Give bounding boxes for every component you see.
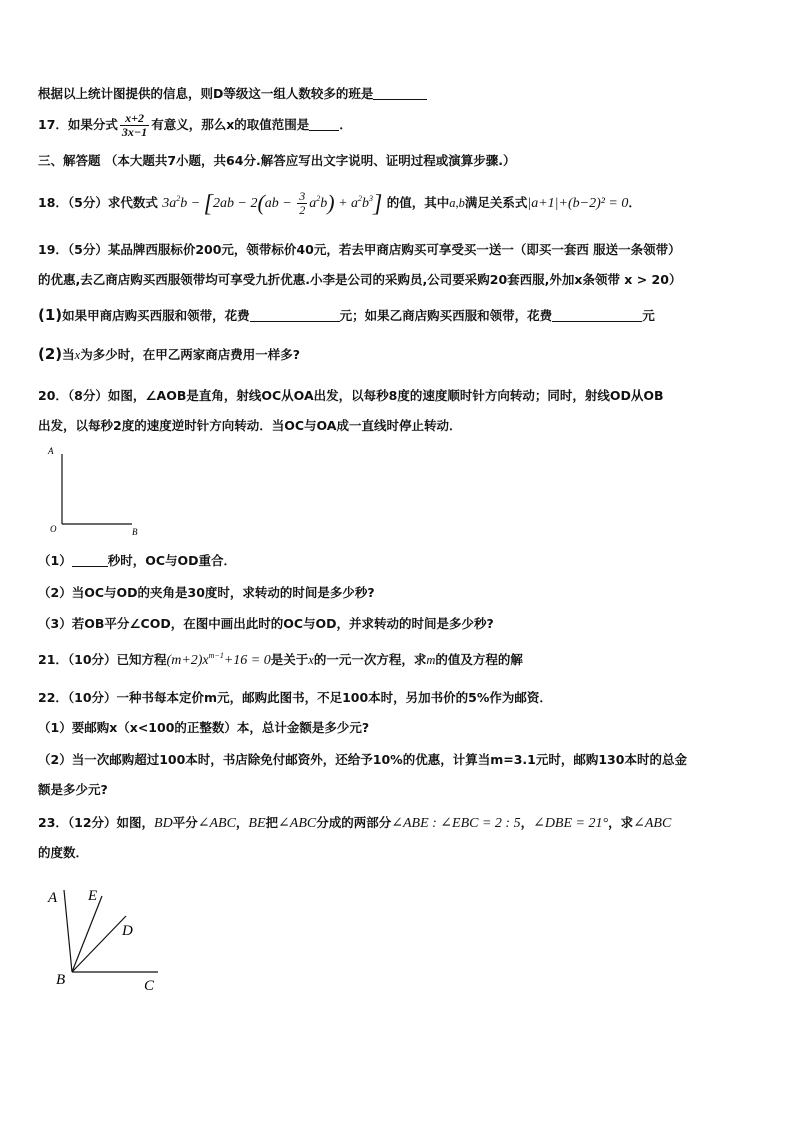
text: ， — [520, 815, 534, 830]
text: 元；如果乙商店购买西服和领带，花费 — [339, 308, 553, 323]
variable: m — [426, 653, 436, 667]
ray-bd — [72, 916, 126, 972]
question-19-part1 — [38, 306, 655, 324]
label-b: B — [132, 527, 138, 537]
math: ∠ABC — [633, 816, 672, 831]
label-a: A — [48, 890, 58, 906]
figure-angle-abc — [40, 880, 170, 995]
denominator: 3x−1 — [121, 125, 148, 139]
variable: x — [74, 348, 81, 362]
question-22-sub1: （1）要邮购x（x<100的正整数）本，总计金额是多少元? — [38, 720, 370, 735]
text: 把 — [265, 815, 279, 830]
variable: x — [308, 653, 314, 667]
math: BE — [248, 816, 266, 831]
text: （1） — [38, 553, 72, 568]
variables: a,b — [449, 196, 465, 210]
question-18 — [38, 190, 641, 218]
text: ． — [339, 117, 352, 132]
text: 的值及方程的解 — [435, 652, 523, 667]
text: 元 — [642, 308, 655, 323]
math: ∠ABC — [278, 816, 317, 831]
figure-angle-aob — [40, 442, 150, 538]
part-number: (1) — [38, 306, 63, 324]
question-19-line1: 19．（5分）某品牌西服标价200元，领带标价40元，若去甲商店购买可享受买一送一（即买一套西 服送一条领带） — [38, 242, 681, 257]
fraction — [120, 112, 149, 139]
question-22: 22．（10分）一种书每本定价m元，邮购此图书，不足100本时，另加书价的5%作为邮资． — [38, 690, 552, 705]
text: ． — [628, 195, 641, 210]
text: 平分 — [172, 815, 198, 830]
text: 18．（5分）求代数式 — [38, 195, 158, 210]
math: BD — [154, 816, 173, 831]
question-19-part2 — [38, 345, 300, 363]
question-19-line2: 的优惠,去乙商店购买西服领带均可享受九折优惠.小李是公司的采购员,公司要采购20套西服,外加x条领带 x > 20） — [38, 272, 682, 287]
part-number: (2) — [38, 345, 63, 363]
answer-blank[interactable] — [309, 118, 339, 131]
question-22-sub2: （2）当一次邮购超过100本时，书店除免付邮资外，还给予10%的优惠，计算当m=3.1元时，邮购130本时的总金 — [38, 752, 687, 767]
text: 如果甲商店购买西服和领带，花费 — [62, 308, 250, 323]
label-b: B — [56, 972, 66, 988]
text: 是关于 — [270, 652, 309, 667]
question-20-sub2: （2）当OC与OD的夹角是30度时，求转动的时间是多少秒? — [38, 585, 375, 600]
text: ， — [235, 815, 249, 830]
text: 23．（12分）如图， — [38, 815, 155, 830]
math: ∠ABC — [197, 816, 236, 831]
answer-blank[interactable] — [552, 309, 642, 322]
text: 有意义，那么x的取值范围是 — [151, 117, 310, 132]
text: 的值，其中 — [386, 195, 450, 210]
answer-blank[interactable] — [250, 309, 340, 322]
line-d-grade — [38, 84, 427, 102]
equation: $(m+2)x^{m-1}+16 = 0$ — [166, 651, 271, 668]
question-21 — [38, 650, 523, 669]
text: 17．如果分式 — [38, 117, 118, 132]
question-20-line2: 出发，以每秒2度的速度逆时针方向转动．当OC与OA成一直线时停止转动． — [38, 418, 462, 433]
expression: $3a^2b - [2ab - 2(ab$ − $\frac{3}{2}$ $a^2b) + a^2b^3$] — [162, 189, 383, 218]
question-22-sub2-cont: 额是多少元? — [38, 782, 108, 797]
label-e: E — [88, 888, 98, 904]
condition: |a+1|+(b−2)² = 0 — [527, 196, 629, 211]
question-23 — [38, 813, 671, 832]
text: 秒时，OC与OD重合． — [107, 553, 237, 568]
label-d: D — [122, 923, 133, 939]
label-c: C — [144, 978, 155, 994]
question-20-sub3: （3）若OB平分∠COD，在图中画出此时的OC与OD，并求转动的时间是多少秒? — [38, 616, 494, 631]
text: 根据以上统计图提供的信息，则D等级这一组人数较多的班是 — [38, 86, 374, 101]
label-a: A — [48, 446, 54, 456]
answer-blank[interactable] — [373, 87, 427, 100]
math: ∠ABE : ∠EBC = 2 : 5 — [391, 816, 521, 831]
text: 的一元一次方程，求 — [313, 652, 427, 667]
section-title: 三、解答题 （本大题共7小题，共64分.解答应写出文字说明、证明过程或演算步骤.） — [38, 153, 516, 168]
text: ，求 — [608, 815, 634, 830]
math: ∠DBE = 21° — [533, 816, 609, 831]
ray-be — [72, 896, 102, 972]
ray-ba — [64, 890, 72, 972]
text: 为多少时，在甲乙两家商店费用一样多? — [80, 347, 300, 362]
question-20-line1: 20．（8分）如图，∠AOB是直角，射线OC从OA出发，以每秒8度的速度顺时针方向转动；同时，射线OD从OB — [38, 388, 664, 403]
question-23-line2: 的度数． — [38, 845, 89, 860]
text: 21．（10分）已知方程 — [38, 652, 167, 667]
text: 当 — [62, 347, 75, 362]
label-o: O — [50, 524, 57, 534]
question-17 — [38, 112, 352, 139]
text: 分成的两部分 — [316, 815, 392, 830]
text: 满足关系式 — [464, 195, 528, 210]
numerator: x+2 — [120, 112, 149, 126]
answer-blank[interactable] — [72, 554, 108, 567]
question-20-sub1 — [38, 551, 236, 569]
